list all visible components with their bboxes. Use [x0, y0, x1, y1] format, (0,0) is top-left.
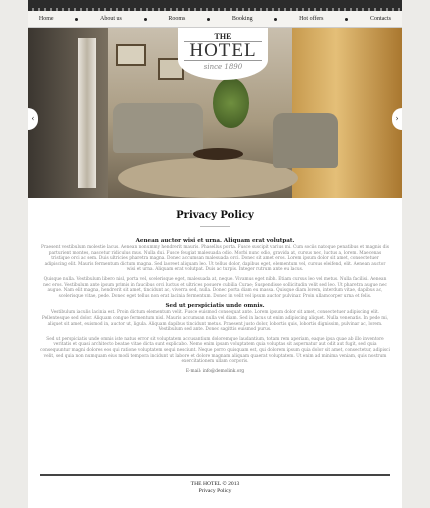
- nav-item-rooms[interactable]: Rooms: [168, 16, 186, 22]
- paragraph: Sed ut perspiciatis unde omnis iste natus error sit voluptatem accusantium doloremque laudantium, totam rem aperiam, eaque ipsa quae ab illo inventore veritatis et quasi architecto beatae vitae dicta sunt explicabo. Nemo enim ipsam voluptatem quia voluptas sit aspernatur aut odit aut fugit, sed quia consequuntur magni dolores eos qui ratione voluptatem sequi nesciunt. Neque porro quisquam est, qui dolorem ipsum quia dolor sit amet, consectetur, adipisci velit, sed quia non numquam eius modi tempora incidunt ut labore et dolore magnam aliquam quaerat voluptatem. Ut enim ad minima veniam, quis nostrum exercitationem ullam corporis.: [40, 336, 390, 365]
- footer: [28, 481, 402, 495]
- nav-item-about-us[interactable]: About us: [100, 16, 122, 22]
- hero-table: [193, 148, 243, 160]
- section-heading: Sed ut perspiciatis unde omnis.: [165, 303, 265, 310]
- nav-item-hot-offers[interactable]: Hot offers: [299, 16, 324, 22]
- nav-item-contacts[interactable]: Contacts: [369, 16, 391, 22]
- policy-content: [40, 238, 390, 374]
- hero-pillar: [78, 38, 96, 188]
- paragraph: Vestibulum iaculis lacinia est. Proin dictum elementum velit. Fusce euismod consequat ante. Lorem ipsum dolor sit amet, consectetuer adipiscing elit. Pellentesque sed dolor. Aliquam congue fermentum nisl. Mauris accumsan nulla vel diam. Sed in lacus ut enim adipiscing aliquet. Nulla venenatis. In pede mi, aliquet sit amet, euismod in, auctor ut, ligula. Aliquam dapibus tincidunt metus. Praesent justo dolor, lobortis quis, lobortis dignissim, pulvinar ac, lorem. Vestibulum sed ante. Donec sagittis euismod purus.: [41, 310, 389, 333]
- nav-item-booking[interactable]: Booking: [231, 16, 253, 22]
- logo-since: since 1890: [203, 63, 243, 71]
- hero-armchair: [273, 113, 338, 168]
- nav-separator: [207, 18, 210, 21]
- chevron-right-icon: ›: [395, 114, 399, 123]
- logo-the: THE: [214, 32, 232, 41]
- hero-wall: [28, 28, 108, 198]
- paragraph: Quisque nulla. Vestibulum libero nisl, porta vel, scelerisque eget, malesuada at, neque. Vivamus eget nibh. Etiam cursus leo vel metus. Nulla facilisi. Aenean nec eros. Vestibulum ante ipsum primis in faucibus orci luctus et ultrices posuere cubilia Curae; Suspendisse sollicitudin velit sed leo. Ut pharetra augue nec augue. Nam elit magna, hendrerit sit amet, tincidunt ac, viverra sed, nulla. Donec porta diam eu massa. Quisque diam lorem, interdum vitae, dapibus ac, scelerisque vitae, pede. Donec eget tellus non erat lacinia fermentum. Donec in velit vel ipsum auctor pulvinar. Proin ullamcorper urna et felis.: [43, 276, 387, 299]
- top-strip: [28, 0, 402, 11]
- footer-copyright: THE HOTEL © 2013: [190, 481, 240, 487]
- hero-painting: [116, 44, 146, 66]
- logo-hotel: HOTEL: [184, 41, 262, 61]
- hero-plant: [213, 78, 249, 128]
- footer-divider: [40, 474, 390, 476]
- nav-separator: [75, 18, 78, 21]
- page-title: Privacy Policy: [176, 210, 254, 221]
- main-nav: [28, 11, 402, 28]
- nav-separator: [274, 18, 277, 21]
- hotel-logo[interactable]: [178, 28, 268, 80]
- paragraph: Praesent vestibulum molestie lacus. Aenean nonummy hendrerit mauris. Phasellus porta. Fusce suscipit varius mi. Cum sociis natoque penatibus et magnis dis parturient montes, nascetur ridiculus mus. Nulla dui. Fusce feugiat malesuada odio. Morbi nunc odio, gravida at, cursus nec, luctus a, lorem. Maecenas tristique orci ac sem. Duis ultricies pharetra magna. Donec accumsan malesuada orci. Donec sit amet eros. Lorem ipsum dolor sit amet, consectetuer adipiscing elit. Mauris fermentum dictum magna. Sed laoreet aliquam leo. Ut tellus dolor, dapibus eget, elementum vel, cursus eleifend, elit. Aenean auctor wisi et urna. Aliquam erat volutpat. Duis ac turpis. Integer rutrum ante eu lacus.: [41, 245, 389, 273]
- section-heading: Aenean auctor wisi et urna. Aliquam erat volutpat.: [135, 238, 295, 244]
- hero-rug: [118, 158, 298, 198]
- nav-separator: [345, 18, 348, 21]
- title-underline: [200, 226, 230, 227]
- chevron-left-icon: ‹: [31, 114, 35, 123]
- footer-privacy-link[interactable]: Privacy Policy: [198, 488, 232, 494]
- hero-sofa: [113, 103, 203, 153]
- email-link[interactable]: E-mail: info@demolink.org: [185, 368, 245, 374]
- nav-separator: [144, 18, 147, 21]
- nav-item-home[interactable]: Home: [38, 16, 54, 22]
- page: [28, 0, 402, 508]
- hero-slider: [28, 28, 402, 198]
